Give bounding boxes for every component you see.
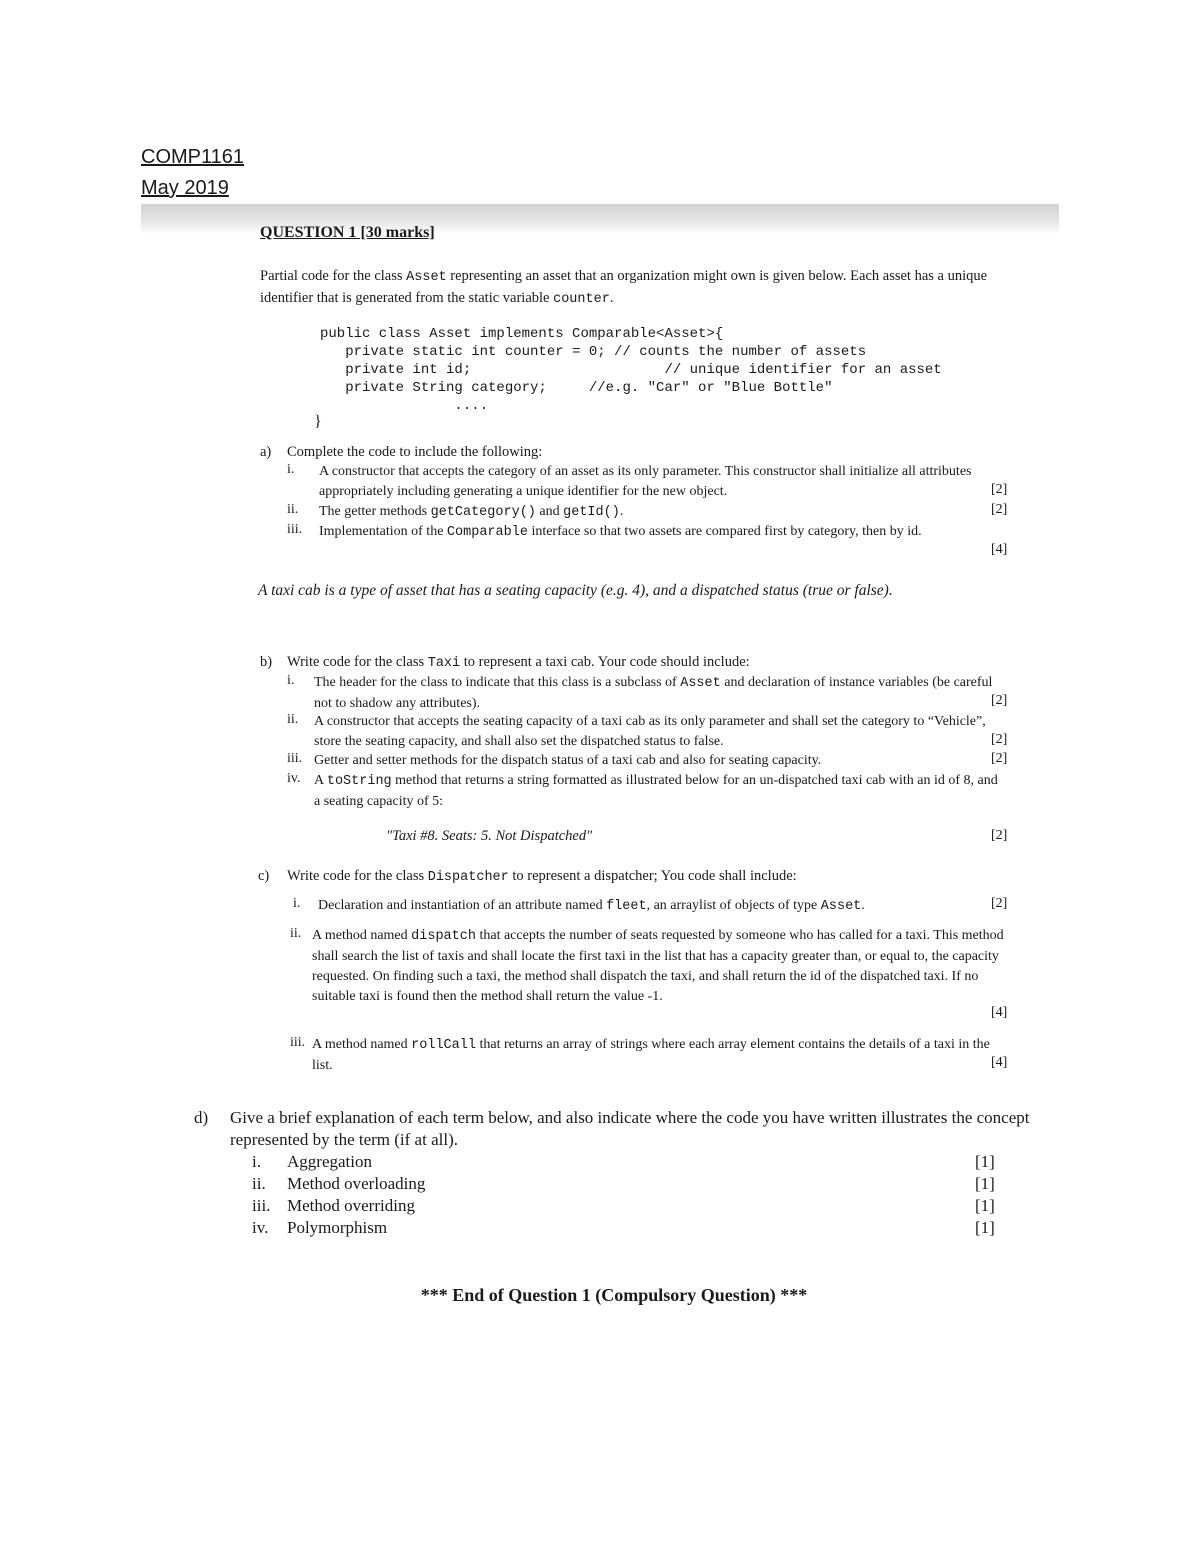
code-block	[320, 325, 942, 415]
part-b-iv-num: iv.	[287, 771, 301, 786]
part-a-i-text: A constructor that accepts the category of an asset as its only parameter. This constructor shall initialize all attributes appropriately including generating a unique identifier for the new object.	[319, 464, 972, 499]
part-d-iv-text: Polymorphism	[287, 1218, 388, 1237]
part-d-ii-mark: [1]	[975, 1174, 995, 1193]
part-b-i-text: The header for the class to indicate that this class is a subclass of Asset and declaration of instance variables (be careful not to shadow any attributes).	[314, 675, 993, 711]
part-d-ii-num: ii.	[252, 1174, 266, 1193]
part-c-iii-text: A method named rollCall that returns an array of strings where each array element contains the details of a taxi in the list.	[312, 1037, 990, 1073]
part-b-iii-num: iii.	[287, 751, 303, 766]
tostring-example: "Taxi #8. Seats: 5. Not Dispatched"	[386, 828, 593, 844]
part-b-label: b)	[260, 654, 273, 670]
part-d-heading: Give a brief explanation of each term below, and also indicate where the code you have written illustrates the concept represented by the term (if at all).	[230, 1108, 1030, 1149]
part-b-ii-text: A constructor that accepts the seating capacity of a taxi cab as its only parameter and shall set the category to “Vehicle”, store the seating capacity, and shall also set the dispatched status to false.	[314, 714, 986, 749]
question-intro: Partial code for the class Asset representing an asset that an organization might own is given below. Each asset has a unique identifier that is generated from the static variable counter.	[260, 268, 988, 307]
part-c-iii-mark: [4]	[991, 1055, 1008, 1070]
part-a-iii-mark: [4]	[991, 542, 1008, 557]
part-c-i-num: i.	[293, 896, 301, 911]
taxi-description: A taxi cab is a type of asset that has a seating capacity (e.g. 4), and a dispatched status (true or false).	[258, 582, 893, 599]
part-b-iv-text: A toString method that returns a string formatted as illustrated below for an un-dispatched taxi cab with an id of 8, and a seating capacity of 5:	[314, 773, 998, 809]
part-c-ii-num: ii.	[290, 926, 302, 941]
part-b-i-mark: [2]	[991, 693, 1008, 708]
question-title: QUESTION 1 [30 marks]	[260, 224, 435, 241]
code-line: private int id; // unique identifier for an asset	[320, 362, 942, 378]
part-a-iii-num: iii.	[287, 522, 303, 537]
part-d-iii-num: iii.	[252, 1196, 271, 1215]
part-d-i-mark: [1]	[975, 1152, 995, 1171]
part-a-i-num: i.	[287, 462, 295, 477]
code-line: ....	[320, 398, 489, 414]
part-a-iii-text: Implementation of the Comparable interface so that two assets are compared first by category, then by id.	[319, 524, 922, 540]
part-a-heading: Complete the code to include the following:	[287, 444, 543, 460]
part-d-iv-mark: [1]	[975, 1218, 995, 1237]
part-b-i-num: i.	[287, 673, 295, 688]
part-c-i-mark: [2]	[991, 896, 1008, 911]
part-b-heading: Write code for the class Taxi to represent a taxi cab. Your code should include:	[287, 654, 750, 671]
part-d-i-text: Aggregation	[287, 1152, 372, 1171]
part-b-iv-mark: [2]	[991, 828, 1008, 843]
part-a-i-mark: [2]	[991, 482, 1008, 497]
part-a-label: a)	[260, 444, 272, 460]
part-c-ii-mark: [4]	[991, 1005, 1008, 1020]
part-c-iii-num: iii.	[290, 1035, 306, 1050]
part-a-ii-text: The getter methods getCategory() and getId().	[319, 504, 624, 520]
part-d-label: d)	[194, 1108, 209, 1127]
part-c-ii-text: A method named dispatch that accepts the number of seats requested by someone who has called for a taxi. This method shall search the list of taxis and shall locate the first taxi in the list that has a capacity greater than, or equal to, the capacity requested. On finding such a taxi, the method shall dispatch the taxi, and shall return the id of the dispatched taxi. If no suitable taxi is found then the method shall return the value -1.	[312, 928, 1004, 1004]
part-b-iii-mark: [2]	[991, 751, 1008, 766]
part-d-i-num: i.	[252, 1152, 261, 1171]
code-line: public class Asset implements Comparable<Asset>{	[320, 326, 724, 342]
exam-date: May 2019	[141, 177, 229, 199]
code-line: private static int counter = 0; // counts the number of assets	[320, 344, 867, 360]
part-b-iii-text: Getter and setter methods for the dispatch status of a taxi cab and also for seating capacity.	[314, 753, 822, 768]
part-d-iv-num: iv.	[252, 1218, 269, 1237]
part-c-i-text: Declaration and instantiation of an attribute named fleet, an arraylist of objects of type Asset.	[318, 898, 865, 914]
part-b-ii-mark: [2]	[991, 732, 1008, 747]
part-c-heading: Write code for the class Dispatcher to represent a dispatcher; You code shall include:	[287, 868, 797, 885]
code-line: private String category; //e.g. "Car" or "Blue Bottle"	[320, 380, 833, 396]
end-of-question: *** End of Question 1 (Compulsory Question) ***	[420, 1285, 808, 1305]
closing-brace: }	[314, 413, 322, 430]
course-code: COMP1161	[141, 146, 245, 168]
part-d-iii-mark: [1]	[975, 1196, 995, 1215]
part-d-iii-text: Method overriding	[287, 1196, 415, 1215]
part-a-ii-num: ii.	[287, 502, 299, 517]
part-a-ii-mark: [2]	[991, 502, 1008, 517]
part-d-ii-text: Method overloading	[287, 1174, 426, 1193]
part-b-ii-num: ii.	[287, 712, 299, 727]
part-c-label: c)	[258, 868, 270, 884]
